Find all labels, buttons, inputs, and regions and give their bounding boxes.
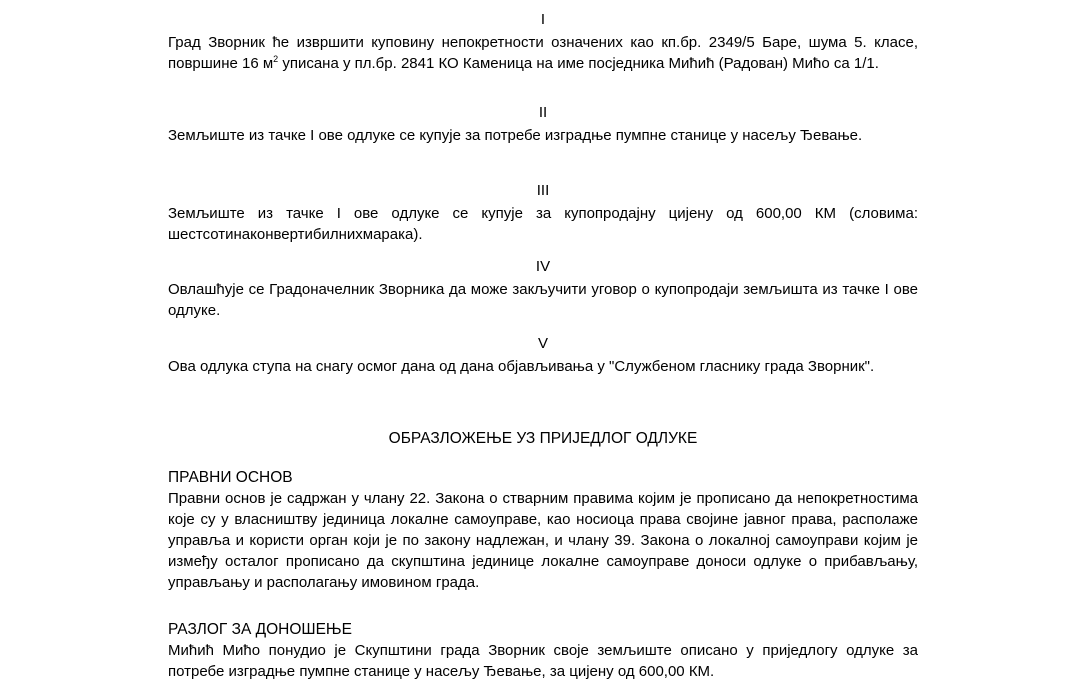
- section-numeral: I: [540, 11, 546, 28]
- section-3: [168, 182, 918, 245]
- section-numeral: II: [538, 104, 548, 121]
- explanation-title: ОБРАЗЛОЖЕЊЕ УЗ ПРИЈЕДЛОГ ОДЛУКЕ: [388, 430, 698, 447]
- section-text-part: уписана у пл.бр. 2841 КО Каменица на име посједника Мићић (Радован) Мићо са 1/1.: [278, 55, 879, 72]
- section-text: [168, 32, 918, 74]
- section-5: [168, 335, 918, 377]
- section-text: Овлашћује се Градоначелник Зворника да може закључити уговор о купопродаји земљишта из тачке I ове одлуке.: [168, 281, 918, 319]
- section-numeral: IV: [535, 258, 551, 275]
- section-numeral: III: [536, 182, 550, 199]
- reason-text: Мићић Мићо понудио је Скупштини града Зворник своје земљиште описано у приједлогу одлуке за потребе изградње пумпне станице у насељу Ђевање, за цијену од 600,00 КМ.: [168, 642, 918, 680]
- section-text-part: Град Зворник ће извршити куповину непокретности означених као кп.бр. 2349/5 Баре, шума 5. класе, површине 16 м: [168, 34, 918, 72]
- section-1: [168, 11, 918, 74]
- legal-basis-section: [168, 468, 918, 593]
- section-text: Земљиште из тачке I ове одлуке се купује за потребе изградње пумпне станице у насељу Ђевање.: [168, 127, 863, 144]
- section-numeral: V: [537, 335, 548, 352]
- superscript: 2: [273, 54, 279, 64]
- section-text: Ова одлука ступа на снагу осмог дана од дана објављивања у "Службеном гласнику града Зворник".: [168, 358, 875, 375]
- explanation-block: [168, 430, 918, 448]
- reason-heading: РАЗЛОГ ЗА ДОНОШЕЊЕ: [168, 621, 352, 638]
- legal-basis-text: Правни основ је садржан у члану 22. Закона о стварним правима којим је прописано да непокретностима које су у власништву јединица локалне самоуправе, као носиоца права својине јавног права, располаже управља и користи орган који је по закону надлежан, и члану 39. Закона о локалној самоуправи којим је између осталог прописано да скупштина јединице локалне самоуправе доноси одлуке о прибављању, управљању и располагању имовином града.: [168, 490, 918, 591]
- section-text: Земљиште из тачке I ове одлуке се купује за купопродајну цијену од 600,00 КМ (словима: шестсотинаконвертибилнихмарака).: [168, 205, 918, 243]
- section-2: [168, 104, 918, 146]
- legal-basis-heading: ПРАВНИ ОСНОВ: [168, 469, 293, 486]
- section-4: [168, 258, 918, 321]
- reason-section: [168, 620, 918, 682]
